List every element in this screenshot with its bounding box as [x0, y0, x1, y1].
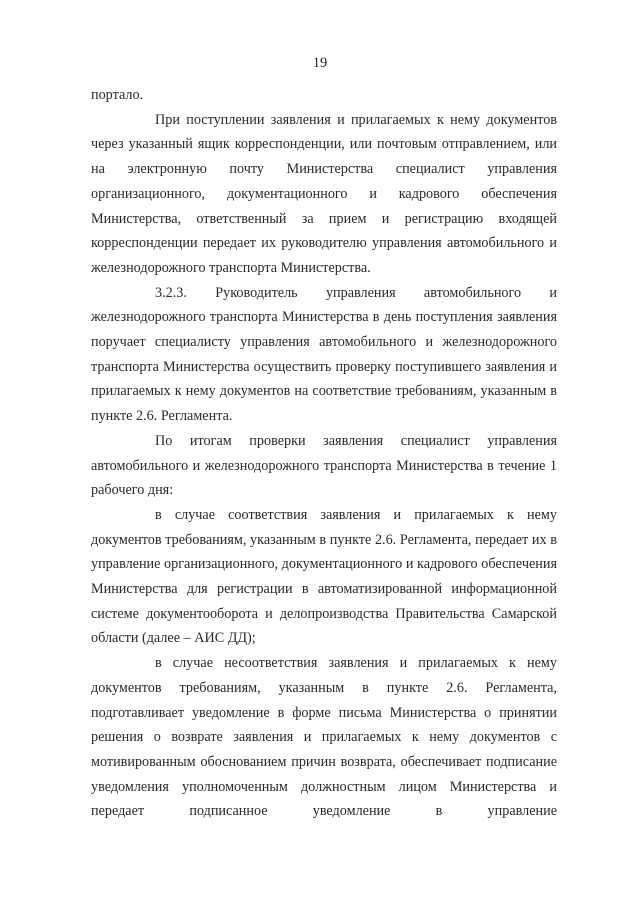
paragraph-0: портало. [91, 87, 144, 103]
document-body [91, 83, 557, 824]
paragraph-5: в случае несоответствия заявления и прилагаемых к нему документов требованиям, указанным в пункте 2.6. Регламента, подготавливает уведомление в форме письма Министерства о принятии решения о возврате заявления и прилагаемых к нему документов с мотивированным обоснованием причин возврата, обеспечивает подписание уведомления уполномоченным должностным лицом Министерства и передает подписанное уведомление в управление [91, 655, 557, 820]
paragraph-1: При поступлении заявления и прилагаемых к нему документов через указанный ящик корреспонденции, или почтовым отправлением, или на электронную почту Министерства специалист управления организационного, документационного и кадрового обеспечения Министерства, ответственный за прием и регистрацию входящей корреспонденции передает их руководителю управления автомобильного и железнодорожного транспорта Министерства. [91, 111, 557, 276]
paragraph-2: 3.2.3. Руководитель управления автомобильного и железнодорожного транспорта Министерства в день поступления заявления поручает специалисту управления автомобильного и железнодорожного транспорта Министерства осуществить проверку поступившего заявления и прилагаемых к нему документов на соответствие требованиям, указанным в пункте 2.6. Регламента. [91, 284, 557, 425]
page-number: 19 [312, 55, 328, 71]
paragraph-4: в случае соответствия заявления и прилагаемых к нему документов требованиям, указанным в пункте 2.6. Регламента, передает их в управление организационного, документационного и кадрового обеспечения Министерства для регистрации в автоматизированной информационной системе документооборота и делопроизводства Правительства Самарской области (далее – АИС ДД); [91, 506, 557, 647]
paragraph-3: По итогам проверки заявления специалист управления автомобильного и железнодорожного транспорта Министерства в течение 1 рабочего дня: [91, 432, 557, 499]
